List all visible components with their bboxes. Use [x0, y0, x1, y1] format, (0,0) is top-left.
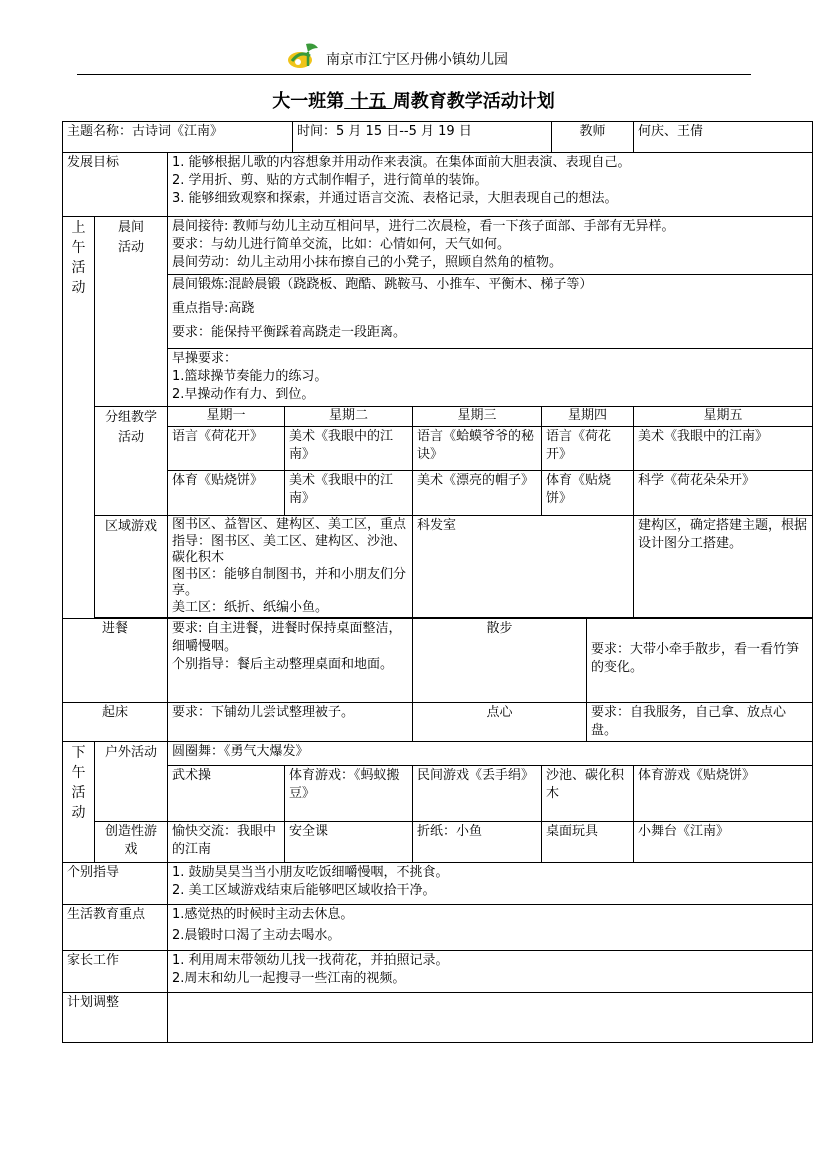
reception-line: 要求：与幼儿进行简单交流，比如：心情如何，天气如何。	[172, 237, 511, 252]
goals-content	[168, 153, 813, 217]
wake-content: 要求：下铺幼儿尝试整理被子。	[168, 703, 413, 742]
afternoon-dance-row	[63, 742, 813, 766]
individual-line: 2. 美工区域游戏结束后能够吧区域收拾干净。	[172, 883, 436, 898]
drill-line: 早操要求：	[172, 351, 238, 366]
group-cell: 语言《荷花开》	[542, 427, 634, 471]
group-cell: 科学《荷花朵朵开》	[634, 471, 813, 516]
meal-content	[168, 619, 413, 703]
creative-cell: 桌面玩具	[542, 822, 634, 863]
morning-label: 上午活动	[63, 217, 95, 619]
parents-line: 1. 利用周末带领幼儿找一找荷花，并拍照记录。	[172, 953, 449, 968]
parents-row	[63, 951, 813, 993]
weekday-friday: 星期五	[634, 407, 813, 427]
life-line: 1.感觉热的时候时主动去休息。	[172, 907, 354, 922]
adjust-content	[168, 993, 813, 1043]
goal-item: 3. 能够细致观察和探索，并通过语言交流、表格记录，大胆表现自己的想法。	[172, 191, 618, 206]
creative-label: 创造性游戏	[95, 822, 168, 863]
weekday-tuesday: 星期二	[285, 407, 413, 427]
group-cell: 美术《漂亮的帽子》	[413, 471, 542, 516]
morning-reception-row	[63, 217, 813, 275]
goal-item: 1. 能够根据儿歌的内容想象并用动作来表演。在集体面前大胆表演、表现自己。	[172, 155, 631, 170]
outdoor-cell: 体育游戏：《蚂蚁搬豆》	[285, 766, 413, 822]
parents-label: 家长工作	[63, 951, 168, 993]
morning-exercise-row	[63, 275, 813, 349]
theme-cell: 主题名称：古诗词《江南》	[63, 122, 293, 153]
weekday-monday: 星期一	[168, 407, 285, 427]
title-suffix: 周教育教学活动计划	[392, 91, 555, 112]
teacher-label: 教师	[552, 122, 634, 153]
outdoor-row	[63, 766, 813, 822]
afternoon-label: 下午活动	[63, 742, 95, 863]
group-cell: 语言《蛤蟆爷爷的秘诀》	[413, 427, 542, 471]
area-line: 图书区、益智区、建构区、美工区，重点指导：图书区、美工区、建构区、沙池、碳化积木	[172, 517, 407, 565]
science-room-cell: 科发室	[413, 516, 634, 618]
individual-label: 个别指导	[63, 863, 168, 905]
drill-line: 1.篮球操节奏能力的练习。	[172, 369, 328, 384]
area-games-content	[168, 516, 413, 618]
meal-line: 要求: 自主进餐，进餐时保持桌面整洁，细嚼慢咽。	[172, 621, 402, 654]
school-name: 南京市江宁区丹佛小镇幼儿园	[326, 52, 508, 68]
group-cell: 美术《我眼中的江南》	[285, 471, 413, 516]
adjust-row	[63, 993, 813, 1043]
title-week: 十五	[350, 91, 387, 112]
reception-line: 晨间接待: 教师与幼儿主动互相问早，进行二次晨检，看一下孩子面部、手部有无异样。	[172, 219, 675, 234]
area-games-row	[63, 516, 813, 618]
meal-row	[63, 619, 813, 703]
page-header	[0, 38, 827, 78]
group-cell: 美术《我眼中的江南》	[634, 427, 813, 471]
wake-label: 起床	[63, 703, 168, 742]
snack-content: 要求：自我服务，自己拿、放点心盘。	[587, 703, 813, 742]
life-line: 2.晨锻时口渴了主动去喝水。	[172, 928, 341, 943]
walk-label: 散步	[413, 619, 587, 703]
group-row-2	[63, 471, 813, 516]
individual-line: 1. 鼓励昊昊当当小朋友吃饭细嚼慢咽，不挑食。	[172, 865, 449, 880]
creative-cell: 折纸：小鱼	[413, 822, 542, 863]
area-line: 美工区：纸折、纸编小鱼。	[172, 599, 329, 615]
group-cell: 体育《贴烧饼》	[542, 471, 634, 516]
meal-line: 个别指导：餐后主动整理桌面和地面。	[172, 657, 394, 672]
group-cell: 体育《贴烧饼》	[168, 471, 285, 516]
title-prefix: 大一班第	[272, 91, 345, 112]
weekday-thursday: 星期四	[542, 407, 634, 427]
weekday-header-row	[63, 407, 813, 427]
outdoor-cell: 沙池、碳化积木	[542, 766, 634, 822]
reception-line: 晨间劳动：幼儿主动用小抹布擦自己的小凳子，照顾自然角的植物。	[172, 255, 563, 270]
group-cell: 语言《荷花开》	[168, 427, 285, 471]
adjust-label: 计划调整	[63, 993, 168, 1043]
reception-content	[168, 217, 813, 275]
creative-cell: 安全课	[285, 822, 413, 863]
kindergarten-logo-icon	[286, 40, 322, 70]
exercise-focus: 重点指导:高跷	[172, 301, 255, 316]
walk-content: 要求：大带小牵手散步，看一看竹笋的变化。	[587, 619, 813, 703]
parents-content	[168, 951, 813, 993]
teacher-names: 何庆、王倩	[634, 122, 813, 153]
area-line: 图书区：能够自制图书，并和小朋友们分享。	[172, 566, 407, 598]
individual-content	[168, 863, 813, 905]
group-row-1	[63, 427, 813, 471]
drill-content	[168, 349, 813, 407]
life-row	[63, 905, 813, 951]
exercise-content	[168, 275, 813, 349]
area-games-label: 区域游戏	[95, 516, 168, 618]
page-title	[0, 88, 827, 116]
life-content	[168, 905, 813, 951]
goals-label: 发展目标	[63, 153, 168, 217]
construction-area-cell: 建构区，确定搭建主题，根据设计图分工搭建。	[634, 516, 813, 618]
individual-row	[63, 863, 813, 905]
group-cell: 美术《我眼中的江南》	[285, 427, 413, 471]
morning-activity-label: 晨间活动	[95, 217, 168, 407]
snack-label: 点心	[413, 703, 587, 742]
creative-cell: 愉快交流：我眼中的江南	[168, 822, 285, 863]
drill-line: 2.早操动作有力、到位。	[172, 387, 315, 402]
circle-dance: 圆圈舞：《勇气大爆发》	[168, 742, 813, 766]
goal-item: 2. 学用折、剪、贴的方式制作帽子，进行简单的装饰。	[172, 173, 488, 188]
outdoor-cell: 民间游戏《丢手绢》	[413, 766, 542, 822]
weekday-wednesday: 星期三	[413, 407, 542, 427]
info-row	[63, 122, 813, 153]
goals-row	[63, 153, 813, 217]
creative-cell: 小舞台《江南》	[634, 822, 813, 863]
outdoor-label: 户外活动	[95, 742, 168, 822]
wake-row	[63, 703, 813, 742]
weekly-plan-table	[62, 121, 813, 1043]
parents-line: 2.周末和幼儿一起搜寻一些江南的视频。	[172, 971, 406, 986]
time-cell: 时间：5 月 15 日--5 月 19 日	[293, 122, 552, 153]
header-divider	[77, 74, 751, 75]
exercise-line: 晨间锻炼:混龄晨锻（跷跷板、跑酷、跳鞍马、小推车、平衡木、梯子等）	[172, 277, 593, 292]
meal-label: 进餐	[63, 619, 168, 703]
outdoor-cell: 体育游戏《贴烧饼》	[634, 766, 813, 822]
group-teaching-label: 分组教学活动	[95, 407, 168, 516]
creative-row	[63, 822, 813, 863]
outdoor-cell: 武术操	[168, 766, 285, 822]
morning-drill-row	[63, 349, 813, 407]
life-label: 生活教育重点	[63, 905, 168, 951]
exercise-requirement: 要求：能保持平衡踩着高跷走一段距离。	[172, 325, 407, 340]
